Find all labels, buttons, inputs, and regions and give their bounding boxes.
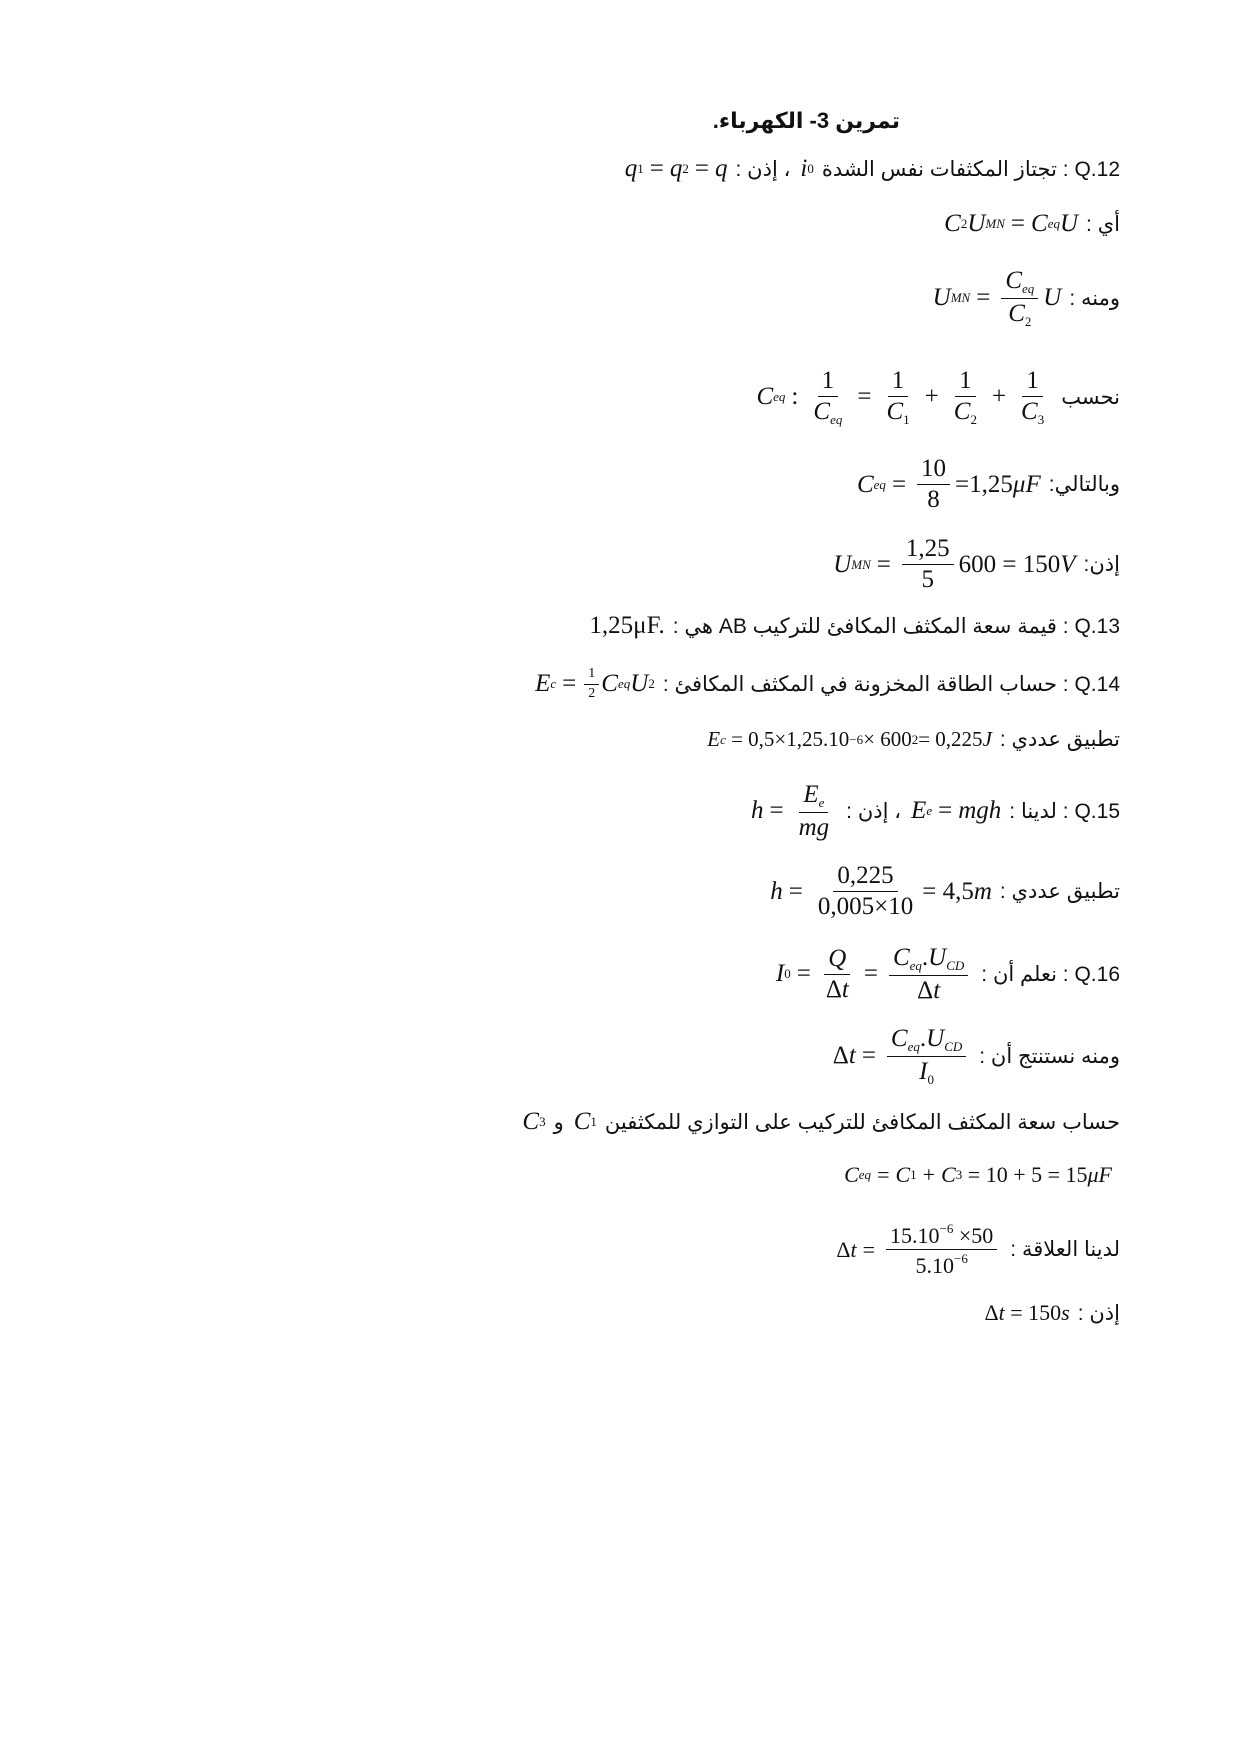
alaqa-label: لدينا العلاقة : — [1010, 1238, 1120, 1262]
q14-formula: E c = $\frac{1}{2}$ C eq U 2 — [535, 666, 655, 701]
ceq-formula-line — [746, 368, 1120, 427]
ay-label: أي : — [1086, 212, 1120, 236]
c1-symbol: C 1 — [573, 1108, 597, 1135]
ceq-value: C eq = $\frac{10}{8}$ =1,25 μF — [856, 455, 1041, 514]
parallel-equation-line — [834, 1162, 1120, 1188]
and-word: و — [553, 1110, 564, 1134]
q13-line — [579, 612, 1120, 640]
dt-formula: Δ t = $\frac{C_{eq}.U_{CD}}{I_0}$ — [833, 1026, 971, 1086]
nastantij-label: ومنه نستنتج أن : — [979, 1044, 1120, 1068]
ec-numeric: E c = 0,5×1,25.10 −6 × 600 2 = 0,225 J — [707, 727, 992, 751]
dt-numeric-line — [826, 1222, 1120, 1277]
parallel-text: حساب سعة المكثف المكافئ للتركيب على التوازي للمكثفين — [604, 1110, 1120, 1134]
wabittali-label: وبالتالي: — [1048, 473, 1120, 497]
q12-current: i 0 — [800, 155, 814, 182]
ceq-value-line — [847, 456, 1120, 514]
parallel-line — [512, 1108, 1120, 1136]
minhu-label: ومنه : — [1069, 286, 1120, 310]
q13-text: Q.13 : قيمة سعة المكثف المكافئ للتركيب AB هي : — [672, 614, 1120, 638]
q12-equation: q 1 = q 2 = q — [624, 155, 728, 182]
q12-line — [615, 155, 1120, 183]
h-numeric: h = $\frac{0,225}{0,005\times 10}$ = 4,5 m — [770, 862, 992, 921]
idhan-label-2: إذن : — [1077, 1301, 1120, 1325]
q12-label: Q.12 : تجتاز المكثفات نفس الشدة — [821, 157, 1120, 181]
q16-line — [766, 945, 1120, 1004]
q16-formula: I 0 = $\frac{Q}{\Delta t}$ = $\frac{C_{eq}.U_{CD}}{\Delta t}$ — [776, 945, 973, 1004]
q12-sep: ، إذن : — [735, 157, 791, 181]
tatbiq-label-2: تطبيق عددي : — [999, 880, 1120, 904]
parallel-equation: C eq = C 1 + C 3 = 10 + 5 = 15 μF — [844, 1162, 1112, 1187]
q13-value: 1,25μF. — [589, 612, 665, 639]
q15-label: Q.15 : لدينا : — [1009, 799, 1120, 823]
dt-formula-line — [823, 1026, 1120, 1086]
dt-numeric: Δ t = $\frac{15.10^{-6} \times 50}{5.10^{-6}}$ — [836, 1222, 1002, 1277]
dt-final-line — [974, 1300, 1120, 1326]
h-numeric-line — [760, 863, 1120, 921]
umn-formula-line — [923, 268, 1120, 328]
nahsub-label: نحسب — [1061, 385, 1120, 409]
q15-h-formula: h = $\frac{E_e}{mg}$ — [750, 781, 830, 841]
ay-equation: C 2 U MN = C eq U — [944, 210, 1079, 237]
umn-value-line — [823, 536, 1120, 594]
exercise-title: تمرين 3- الكهرباء. — [712, 108, 900, 133]
q14-line — [525, 667, 1120, 701]
q15-energy: E e = mgh — [911, 797, 1002, 825]
ec-numeric-line — [697, 727, 1120, 752]
ay-line — [934, 210, 1120, 238]
q15-line — [741, 782, 1120, 841]
c3-symbol: C 3 — [522, 1108, 546, 1135]
tatbiq-label-1: تطبيق عددي : — [999, 728, 1120, 751]
umn-formula: U MN = $\frac{C_{eq}}{C_2}$ U — [932, 267, 1062, 329]
q16-label: Q.16 : نعلم أن : — [981, 962, 1120, 986]
ceq-formula: C eq : $\frac{1}{C_{eq}}$ = $\frac{1}{C_1}$ + $\frac{1}{C_2}$ + $\frac{1}{C_3}$ — [756, 367, 1045, 428]
q14-text: Q.14 : حساب الطاقة المخزونة في المكثف المكافئ : — [662, 672, 1120, 696]
dt-final: Δ t = 150 s — [984, 1300, 1070, 1325]
idhan-label: إذن: — [1083, 553, 1120, 577]
umn-value: U MN = $\frac{1,25}{5}$ 600 = 150 V — [833, 535, 1076, 594]
q15-sep: ، إذن : — [846, 799, 902, 823]
